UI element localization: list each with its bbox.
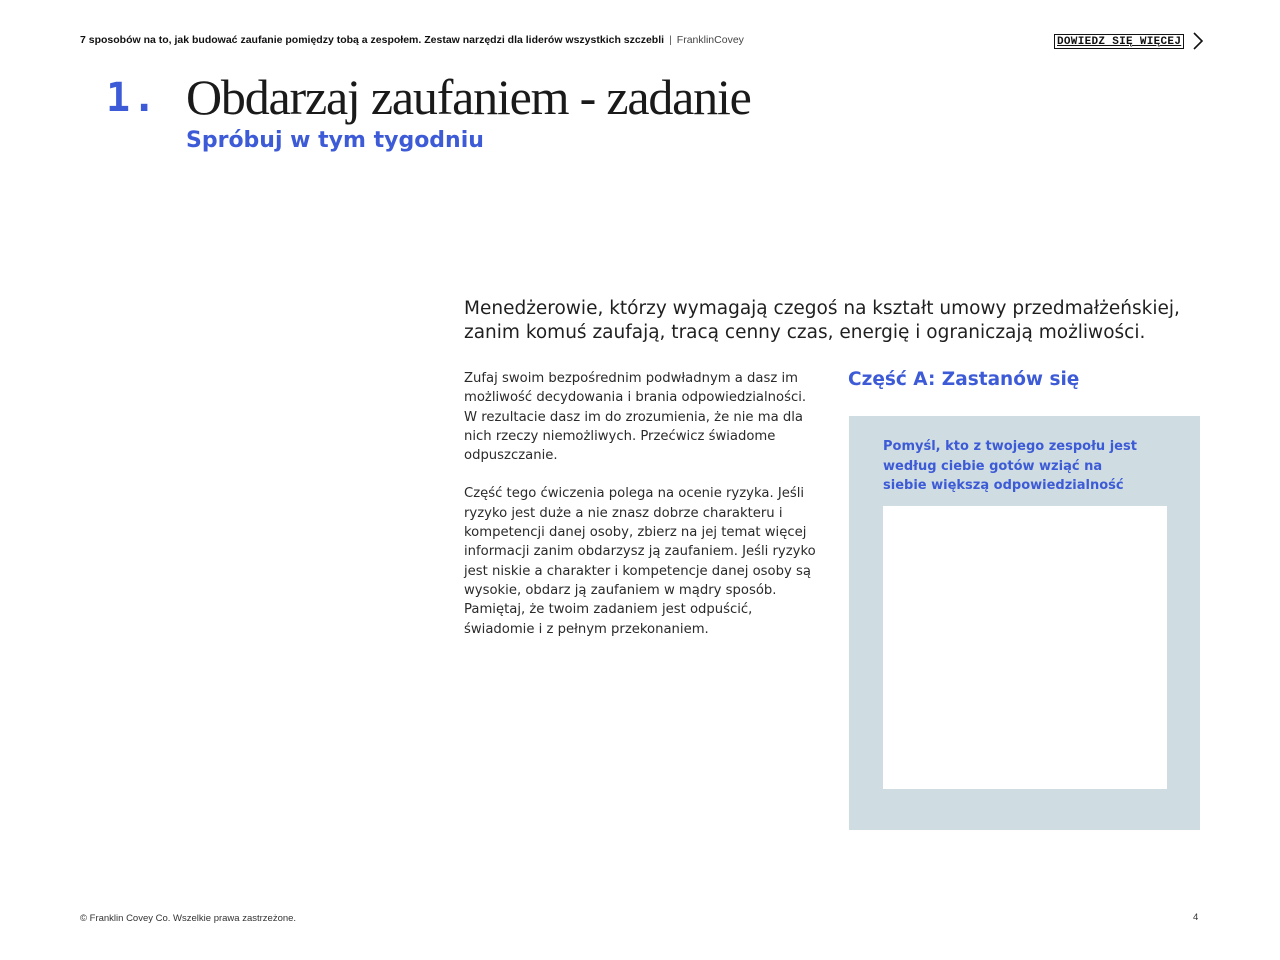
header-title-line bbox=[80, 33, 744, 47]
body-paragraph-2: Część tego ćwiczenia polega na ocenie ryzyka. Jeśli ryzyko jest duże a nie znasz dobrze charakteru i kompetencji danej osoby, zbierz na jej temat więcej informacji zanim obdarzysz ją zaufaniem. Jeśli ryzyko jest niskie a charakter i kompetencje danej osoby są wysokie, obdarz ją zaufaniem w mądry sposób. Pamiętaj, że twoim zadaniem jest odpuścić, świadomie i z pełnym przekonaniem. bbox=[464, 486, 816, 637]
section-number: 1. bbox=[106, 75, 159, 121]
page-number: 4 bbox=[1193, 912, 1199, 923]
chevron-right-icon[interactable] bbox=[1192, 32, 1204, 50]
body-text bbox=[464, 369, 816, 658]
body-paragraph-1: Zufaj swoim bezpośrednim podwładnym a dasz im możliwość decydowania i brania odpowiedzialności. W rezultacie dasz im do zrozumienia, że nie ma dla nich rzeczy niemożliwych. Przećwicz świadome odpuszczanie. bbox=[464, 371, 807, 464]
exercise-panel bbox=[849, 416, 1200, 830]
page-title: Obdarzaj zaufaniem - zadanie bbox=[186, 69, 751, 125]
exercise-heading: Część A: Zastanów się bbox=[848, 369, 1080, 390]
exercise-prompt: Pomyśl, kto z twojego zespołu jest według ciebie gotów wziąć na siebie większą odpowiedzialność bbox=[883, 439, 1137, 493]
lead-paragraph: Menedżerowie, którzy wymagają czegoś na kształt umowy przedmałżeńskiej, zanim komuś zaufają, tracą cenny czas, energię i ograniczają możliwości. bbox=[464, 298, 1180, 343]
page-subtitle: Spróbuj w tym tygodniu bbox=[186, 128, 484, 153]
footer-copyright: © Franklin Covey Co. Wszelkie prawa zastrzeżone. bbox=[80, 913, 297, 924]
learn-more-label[interactable]: DOWIEDZ SIĘ WIĘCEJ bbox=[1054, 34, 1184, 49]
header-separator: | bbox=[669, 34, 672, 46]
learn-more-link[interactable] bbox=[1054, 32, 1204, 50]
answer-field[interactable] bbox=[883, 506, 1167, 789]
document-title: 7 sposobów na to, jak budować zaufanie pomiędzy tobą a zespołem. Zestaw narzędzi dla liderów wszystkich szczebli bbox=[80, 34, 665, 46]
brand-name: FranklinCovey bbox=[676, 34, 744, 46]
